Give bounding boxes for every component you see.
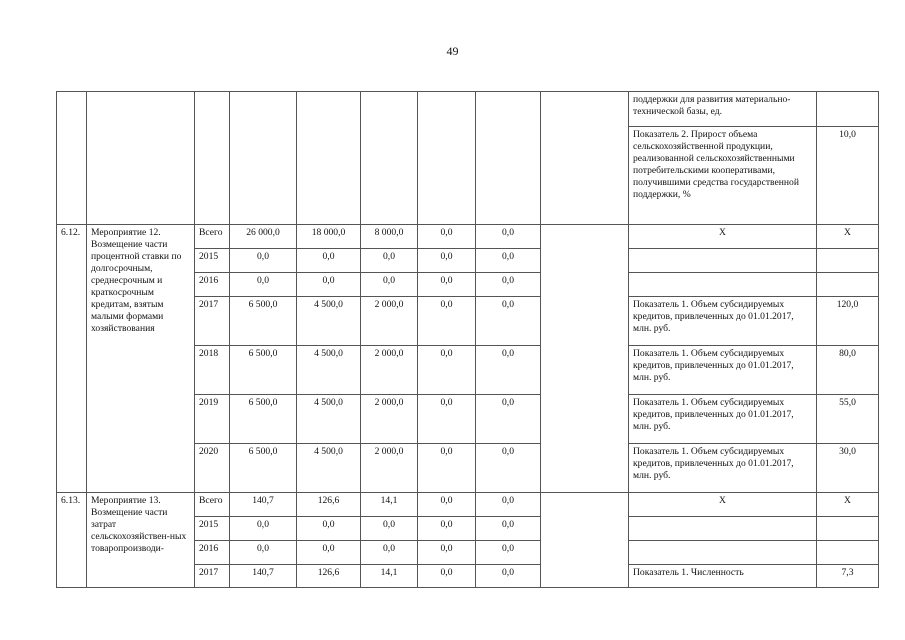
- period-cell: 2019: [195, 395, 230, 444]
- value-cell: 0,0: [418, 517, 476, 541]
- value-cell: 0,0: [476, 395, 541, 444]
- period-cell: 2015: [195, 249, 230, 273]
- value-cell: 6 500,0: [230, 297, 297, 346]
- indicator-value-cell: [817, 249, 879, 273]
- value-cell: 0,0: [476, 225, 541, 249]
- value-cell: 4 500,0: [297, 444, 361, 493]
- indicator-cell: [629, 273, 817, 297]
- value-cell: 0,0: [418, 249, 476, 273]
- indicator-value-cell: 120,0: [817, 297, 879, 346]
- value-cell: 2 000,0: [361, 297, 418, 346]
- indicator-value-cell: [817, 92, 879, 127]
- value-cell: 0,0: [418, 444, 476, 493]
- value-cell: 14,1: [361, 565, 418, 588]
- value-cell: 0,0: [418, 273, 476, 297]
- indicator-cell: Показатель 1. Объем субсидируемых кредитов, привлеченных до 01.01.2017, млн. руб.: [629, 395, 817, 444]
- measure-number: 6.12.: [57, 225, 87, 493]
- value-cell: 0,0: [476, 541, 541, 565]
- value-cell: 0,0: [230, 273, 297, 297]
- value-cell: 0,0: [230, 249, 297, 273]
- indicator-cell: Показатель 2. Прирост объема сельскохозяйственной продукции, реализованной сельскохозяйственными потребительскими кооперативами, получившими средства государственной поддержки, %: [629, 127, 817, 225]
- indicator-value-cell: Х: [817, 225, 879, 249]
- period-cell: 2017: [195, 565, 230, 588]
- cont-gap-cell: [541, 92, 629, 225]
- period-cell: 2017: [195, 297, 230, 346]
- value-cell: 0,0: [476, 493, 541, 517]
- value-cell: 0,0: [418, 541, 476, 565]
- indicator-cell: поддержки для развития материально-технической базы, ед.: [629, 92, 817, 127]
- measure-name: Мероприятие 12. Возмещение части процентной ставки по долгосрочным, среднесрочным и краткосрочным кредитам, взятым малыми формами хозяйствования: [87, 225, 195, 493]
- value-cell: 140,7: [230, 493, 297, 517]
- indicator-value-cell: 80,0: [817, 346, 879, 395]
- indicator-value-cell: 10,0: [817, 127, 879, 225]
- value-cell: 0,0: [476, 273, 541, 297]
- period-cell: 2018: [195, 346, 230, 395]
- indicator-value-cell: Х: [817, 493, 879, 517]
- value-cell: 18 000,0: [297, 225, 361, 249]
- cont-v5-cell: [476, 92, 541, 225]
- value-cell: 0,0: [361, 273, 418, 297]
- value-cell: 0,0: [297, 249, 361, 273]
- value-cell: 0,0: [361, 517, 418, 541]
- period-cell: 2016: [195, 273, 230, 297]
- value-cell: 14,1: [361, 493, 418, 517]
- measure-number: 6.13.: [57, 493, 87, 588]
- table-row: [57, 225, 879, 249]
- value-cell: 0,0: [230, 517, 297, 541]
- cont-period-cell: [195, 92, 230, 225]
- indicator-value-cell: 30,0: [817, 444, 879, 493]
- indicator-cell: Х: [629, 225, 817, 249]
- indicator-cell: [629, 517, 817, 541]
- value-cell: 126,6: [297, 493, 361, 517]
- indicator-value-cell: [817, 517, 879, 541]
- value-cell: 0,0: [476, 444, 541, 493]
- value-cell: 0,0: [476, 565, 541, 588]
- period-cell: Всего: [195, 493, 230, 517]
- value-cell: 0,0: [476, 249, 541, 273]
- value-cell: 126,6: [297, 565, 361, 588]
- indicator-cell: Показатель 1. Численность: [629, 565, 817, 588]
- value-cell: 6 500,0: [230, 444, 297, 493]
- value-cell: 0,0: [418, 346, 476, 395]
- indicator-cell: Показатель 1. Объем субсидируемых кредитов, привлеченных до 01.01.2017, млн. руб.: [629, 346, 817, 395]
- cont-name-cell: [87, 92, 195, 225]
- indicator-cell: Показатель 1. Объем субсидируемых кредитов, привлеченных до 01.01.2017, млн. руб.: [629, 297, 817, 346]
- value-cell: 0,0: [230, 541, 297, 565]
- indicator-value-cell: [817, 541, 879, 565]
- period-cell: Всего: [195, 225, 230, 249]
- program-measures-table: [56, 91, 879, 588]
- indicator-cell: Показатель 1. Объем субсидируемых кредитов, привлеченных до 01.01.2017, млн. руб.: [629, 444, 817, 493]
- value-cell: 0,0: [418, 493, 476, 517]
- value-cell: 0,0: [361, 249, 418, 273]
- value-cell: 0,0: [297, 273, 361, 297]
- page-number: 49: [446, 44, 459, 58]
- cont-v2-cell: [297, 92, 361, 225]
- value-cell: 0,0: [476, 346, 541, 395]
- value-cell: 2 000,0: [361, 395, 418, 444]
- value-cell: 0,0: [476, 517, 541, 541]
- value-cell: 0,0: [418, 225, 476, 249]
- table-row: [57, 493, 879, 517]
- value-cell: 4 500,0: [297, 346, 361, 395]
- value-cell: 0,0: [418, 297, 476, 346]
- indicator-value-cell: 7,3: [817, 565, 879, 588]
- value-cell: 0,0: [361, 541, 418, 565]
- value-cell: 0,0: [297, 541, 361, 565]
- period-cell: 2020: [195, 444, 230, 493]
- cont-v1-cell: [230, 92, 297, 225]
- cont-number-cell: [57, 92, 87, 225]
- period-cell: 2015: [195, 517, 230, 541]
- value-cell: 8 000,0: [361, 225, 418, 249]
- cont-v4-cell: [418, 92, 476, 225]
- value-cell: 4 500,0: [297, 395, 361, 444]
- value-cell: 0,0: [418, 395, 476, 444]
- value-cell: 140,7: [230, 565, 297, 588]
- value-cell: 0,0: [418, 565, 476, 588]
- gap-cell: [541, 225, 629, 493]
- period-cell: 2016: [195, 541, 230, 565]
- indicator-cell: [629, 541, 817, 565]
- value-cell: 2 000,0: [361, 346, 418, 395]
- indicator-cell: Х: [629, 493, 817, 517]
- value-cell: 6 500,0: [230, 346, 297, 395]
- indicator-cell: [629, 249, 817, 273]
- value-cell: 6 500,0: [230, 395, 297, 444]
- continuation-row: [57, 92, 879, 127]
- indicator-value-cell: [817, 273, 879, 297]
- value-cell: 0,0: [476, 297, 541, 346]
- value-cell: 4 500,0: [297, 297, 361, 346]
- value-cell: 2 000,0: [361, 444, 418, 493]
- cont-v3-cell: [361, 92, 418, 225]
- value-cell: 26 000,0: [230, 225, 297, 249]
- gap-cell: [541, 493, 629, 588]
- measure-name: Мероприятие 13. Возмещение части затрат сельскохозяйствен-ных товаропроизводи-: [87, 493, 195, 588]
- indicator-value-cell: 55,0: [817, 395, 879, 444]
- value-cell: 0,0: [297, 517, 361, 541]
